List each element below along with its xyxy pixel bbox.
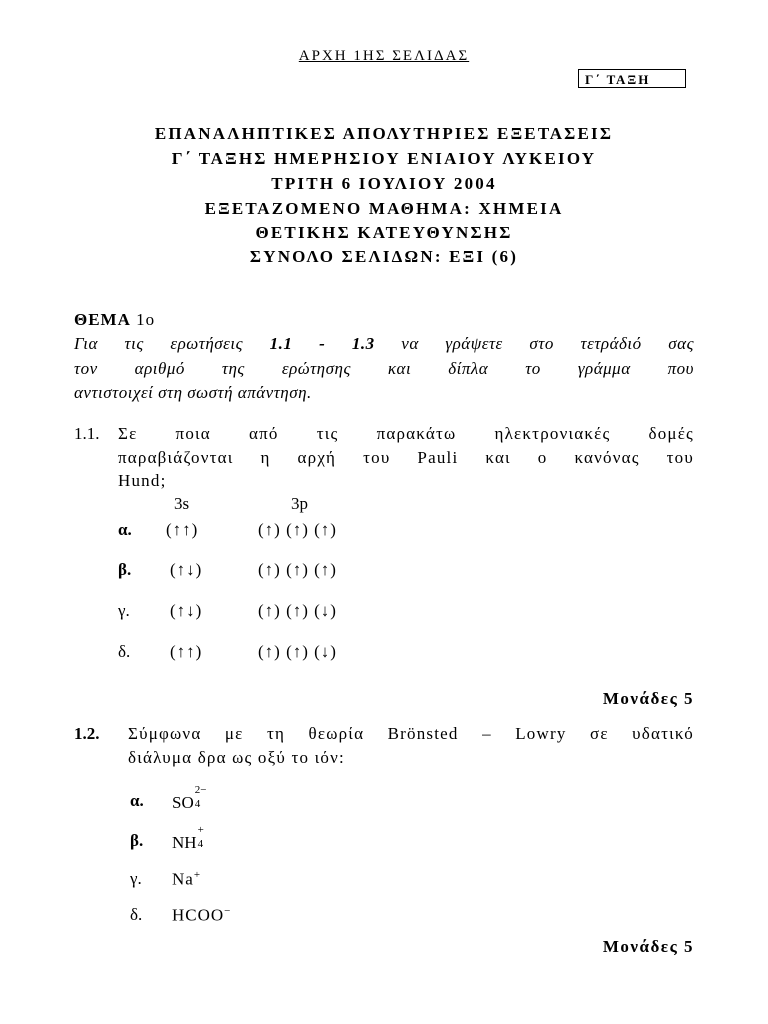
option-1-2-b-formula xyxy=(172,824,211,853)
instructions-text-a: Για τις ερωτήσεις xyxy=(74,334,270,353)
question-1-2-text-line-1: Σύμφωνα με τη θεωρία Brönsted – Lowry σε υδατικό xyxy=(128,724,694,743)
question-1-1-text-line-1: Σε ποια από τις παρακάτω ηλεκτρονιακές δομές xyxy=(118,424,694,443)
option-b-3p: (↑) (↑) (↑) xyxy=(258,560,337,579)
option-a-label: α. xyxy=(118,520,132,539)
option-1-2-a-formula xyxy=(172,784,208,813)
formula-charge: + xyxy=(197,824,204,836)
theme-heading xyxy=(74,310,155,330)
question-1-1-text-line-3: Hund; xyxy=(118,471,167,490)
question-1-1-number: 1.1. xyxy=(74,424,100,443)
question-1-2-number: 1.2. xyxy=(74,724,100,743)
exam-subject: ΕΞΕΤΑΖΟΜΕΝΟ ΜΑΘΗΜΑ: ΧΗΜΕΙΑ xyxy=(204,199,564,218)
page-start-header: ΑΡΧΗ 1ΗΣ ΣΕΛΙΔΑΣ xyxy=(298,48,470,64)
option-1-2-b-label: β. xyxy=(130,831,144,850)
formula-base: Na xyxy=(172,869,194,889)
formula-base: SO xyxy=(172,793,194,812)
formula-subscript: 4 xyxy=(197,838,204,850)
exam-title-line-1: ΕΠΑΝΑΛΗΠΤΙΚΕΣ ΑΠΟΛΥΤΗΡΙΕΣ ΕΞΕΤΑΣΕΙΣ xyxy=(154,124,614,143)
question-1-1-marks: Μονάδες 5 xyxy=(602,689,694,708)
option-c-3s: (↑↓) xyxy=(170,601,203,620)
exam-date: ΤΡΙΤΗ 6 ΙΟΥΛΙΟΥ 2004 xyxy=(271,174,497,193)
option-1-2-a-label: α. xyxy=(130,791,144,810)
instructions-line-3: αντιστοιχεί στη σωστή απάντηση. xyxy=(74,383,312,402)
instructions-range: 1.1 - 1.3 xyxy=(269,334,375,353)
formula-charge: − xyxy=(224,905,232,917)
theme-heading-number: 1ο xyxy=(130,310,156,329)
instructions-line-1 xyxy=(74,334,694,354)
formula-charge: + xyxy=(193,869,202,881)
option-c-label: γ. xyxy=(118,601,130,620)
option-a-3s: (↑↑) xyxy=(166,520,199,539)
question-1-1-text-line-2: παραβιάζονται η αρχή του Pauli και ο κανόνας του xyxy=(118,448,694,467)
option-1-2-d-formula xyxy=(172,905,231,926)
option-a-3p: (↑) (↑) (↑) xyxy=(258,520,337,539)
column-header-3s: 3s xyxy=(174,494,190,513)
formula-charge: 2− xyxy=(194,784,207,796)
question-1-2-text-line-2: διάλυμα δρα ως οξύ το ιόν: xyxy=(128,748,345,767)
question-1-2-marks: Μονάδες 5 xyxy=(602,937,694,956)
exam-title-line-2: Γ΄ ΤΑΞΗΣ ΗΜΕΡΗΣΙΟΥ ΕΝΙΑΙΟΥ ΛΥΚΕΙΟΥ xyxy=(171,149,597,168)
formula-base: NH xyxy=(172,833,197,852)
exam-direction: ΘΕΤΙΚΗΣ ΚΑΤΕΥΘΥΝΣΗΣ xyxy=(255,223,513,242)
option-b-label: β. xyxy=(118,560,132,579)
option-1-2-d-label: δ. xyxy=(130,905,143,924)
option-d-3p: (↑) (↑) (↓) xyxy=(258,642,337,661)
option-d-label: δ. xyxy=(118,642,131,661)
option-1-2-c-formula xyxy=(172,869,201,890)
option-1-2-c-label: γ. xyxy=(130,869,142,888)
option-c-3p: (↑) (↑) (↓) xyxy=(258,601,337,620)
formula-subscript: 4 xyxy=(194,798,201,810)
exam-page-count: ΣΥΝΟΛΟ ΣΕΛΙΔΩΝ: ΕΞΙ (6) xyxy=(249,247,519,266)
option-b-3s: (↑↓) xyxy=(170,560,203,579)
instructions-text-c: να γράψετε στο τετράδιό σας xyxy=(374,334,694,353)
option-d-3s: (↑↑) xyxy=(170,642,203,661)
column-header-3p: 3p xyxy=(291,494,308,513)
class-box: Γ΄ ΤΑΞΗ xyxy=(578,69,686,88)
formula-base: HCOO xyxy=(172,905,225,925)
theme-heading-label: ΘΕΜΑ xyxy=(74,310,131,329)
instructions-line-2: τον αριθμό της ερώτησης και δίπλα το γράμμα που xyxy=(74,359,694,378)
